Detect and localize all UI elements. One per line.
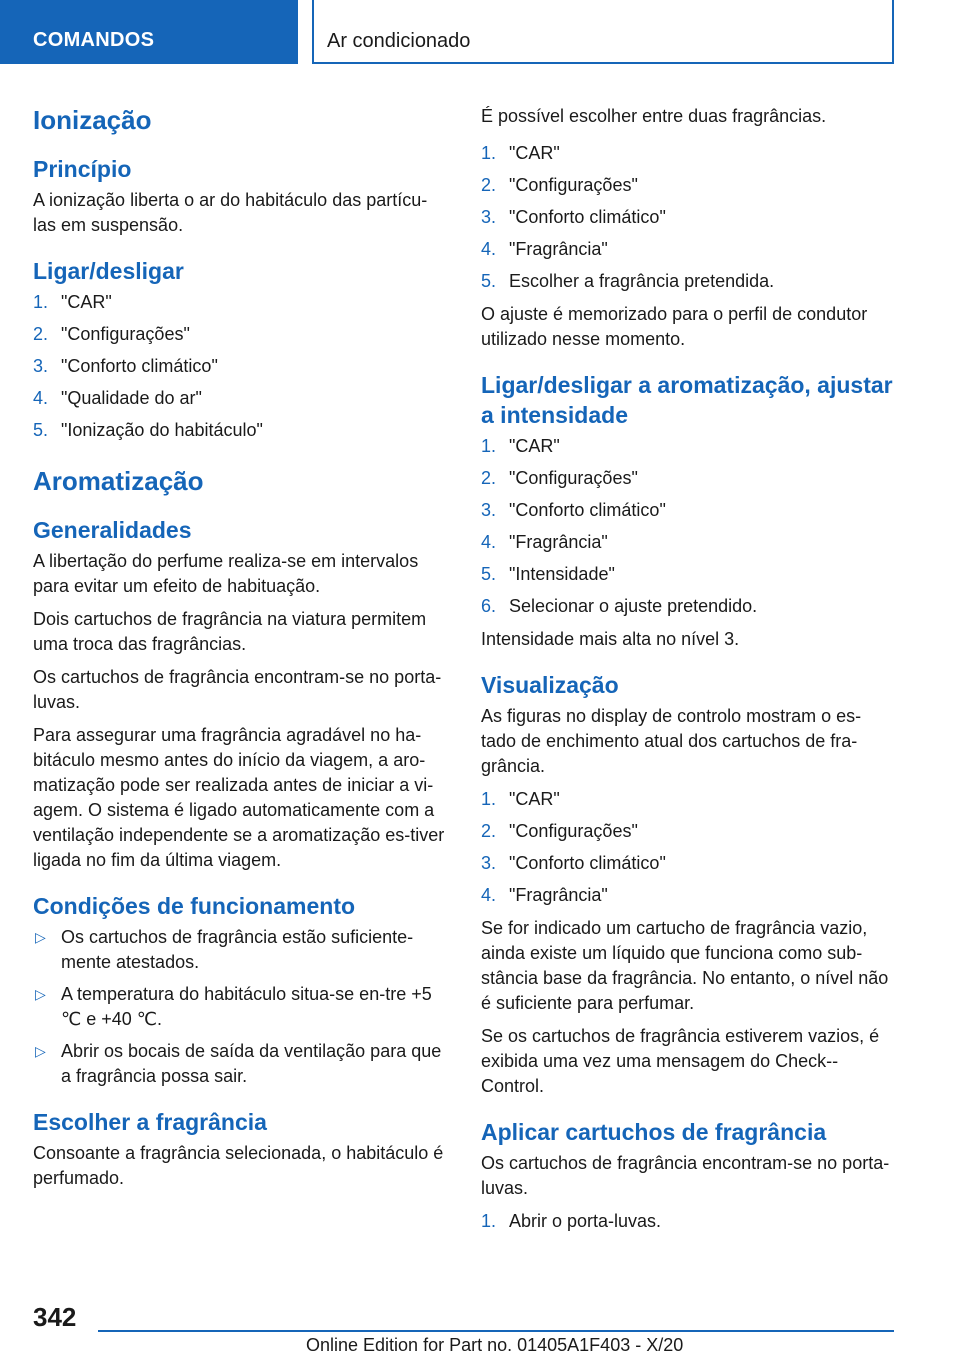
aplicar-text: Os cartuchos de fragrância encontram-se no porta-luvas.: [481, 1153, 890, 1198]
list-item: 1. "CAR": [481, 789, 560, 809]
list-item: 3. "Conforto climático": [481, 207, 666, 227]
vazios-text: Se os cartuchos de fragrância estiverem vazios, é exibida uma vez uma mensagem do Check--Control.: [481, 1026, 880, 1096]
right-column: [481, 100, 896, 1242]
list-item: 1. "CAR": [481, 143, 560, 163]
generalidades-p2: Dois cartuchos de fragrância na viatura permitem uma troca das fragrâncias.: [33, 609, 427, 654]
heading-ionizacao: Ionização: [33, 105, 152, 135]
left-column: [33, 100, 448, 1199]
heading-aromatizacao: Aromatização: [33, 466, 204, 496]
section-tab: [0, 0, 298, 64]
list-item: 4. "Fragrância": [481, 885, 608, 905]
list-item: ▷ A temperatura do habitáculo situa-se en-tre +5 ℃ e +40 ℃.: [35, 984, 432, 1029]
list-item: 5. "Intensidade": [481, 564, 615, 584]
list-item: 3. "Conforto climático": [33, 356, 218, 376]
list-item: 2. "Configurações": [33, 324, 190, 344]
list-item: 4. "Fragrância": [481, 532, 608, 552]
heading-escolher: Escolher a fragrância: [33, 1109, 267, 1135]
heading-ligar-aromatizacao: Ligar/desligar a aromatização, ajustar a intensidade: [481, 372, 893, 428]
visualizacao-steps: [481, 787, 896, 908]
list-item: 2. "Configurações": [481, 468, 638, 488]
list-item: 5. "Ionização do habitáculo": [33, 420, 263, 440]
heading-visualizacao: Visualização: [481, 672, 619, 698]
ajuste-text: O ajuste é memorizado para o perfil de condutor utilizado nesse momento.: [481, 304, 868, 349]
aplicar-steps: [481, 1209, 896, 1234]
heading-ligar-desligar: Ligar/desligar: [33, 258, 184, 284]
list-item: 1. "CAR": [481, 436, 560, 456]
chapter-label: Ar condicionado: [327, 30, 471, 52]
intensidade-text: Intensidade mais alta no nível 3.: [481, 629, 740, 649]
chapter-tab: [312, 0, 894, 64]
heading-principio: Princípio: [33, 156, 132, 182]
section-label: COMANDOS: [33, 29, 155, 51]
list-item: 1. "CAR": [33, 292, 112, 312]
escolher-steps: [481, 141, 896, 294]
triangle-bullet-icon: ▷: [35, 1043, 46, 1059]
list-item: 2. "Configurações": [481, 821, 638, 841]
footer-divider: [98, 1330, 894, 1332]
triangle-bullet-icon: ▷: [35, 986, 46, 1002]
list-item: 3. "Conforto climático": [481, 853, 666, 873]
generalidades-p1: A libertação do perfume realiza-se em intervalos para evitar um efeito de habituação.: [33, 551, 419, 596]
condicoes-list: [33, 925, 448, 1089]
vazio-text: Se for indicado um cartucho de fragrância vazio, ainda existe um líquido que funciona como sub-stância base da fragrância. No entanto, o nível não é suficiente para perfumar.: [481, 918, 889, 1013]
intro-text: É possível escolher entre duas fragrâncias.: [481, 106, 827, 126]
list-item: ▷ Os cartuchos de fragrância estão suficiente-mente atestados.: [35, 927, 414, 972]
edition-text: Online Edition for Part no. 01405A1F403 - X/20: [306, 1335, 684, 1355]
heading-generalidades: Generalidades: [33, 517, 192, 543]
page-number: 342: [33, 1302, 77, 1332]
generalidades-p4: Para assegurar uma fragrância agradável no ha-bitáculo mesmo antes do início da viagem, a aro-matização pode ser realizada antes de iniciar a vi-agem. O sistema é ligado automaticamente com a ventilação independente se a aromatização es-tiver ligada no fim da última viagem.: [33, 725, 445, 870]
list-item: 3. "Conforto climático": [481, 500, 666, 520]
list-item: 4. "Qualidade do ar": [33, 388, 202, 408]
list-item: 2. "Configurações": [481, 175, 638, 195]
heading-aplicar: Aplicar cartuchos de fragrância: [481, 1119, 827, 1145]
list-item: 5. Escolher a fragrância pretendida.: [481, 271, 775, 291]
escolher-text: Consoante a fragrância selecionada, o habitáculo é perfumado.: [33, 1143, 444, 1188]
list-item: 1. Abrir o porta-luvas.: [481, 1211, 662, 1231]
triangle-bullet-icon: ▷: [35, 929, 46, 945]
visualizacao-text: As figuras no display de controlo mostram o es-tado de enchimento atual dos cartuchos de fra-grância.: [481, 706, 862, 776]
principio-text: A ionização liberta o ar do habitáculo das partícu-las em suspensão.: [33, 190, 428, 235]
ligar-arom-steps: [481, 434, 896, 619]
heading-condicoes: Condições de funcionamento: [33, 893, 356, 919]
list-item: ▷ Abrir os bocais de saída da ventilação para que a fragrância possa sair.: [35, 1041, 442, 1086]
list-item: 4. "Fragrância": [481, 239, 608, 259]
ionizacao-steps: [33, 290, 448, 443]
list-item: 6. Selecionar o ajuste pretendido.: [481, 596, 758, 616]
generalidades-p3: Os cartuchos de fragrância encontram-se no porta-luvas.: [33, 667, 442, 712]
